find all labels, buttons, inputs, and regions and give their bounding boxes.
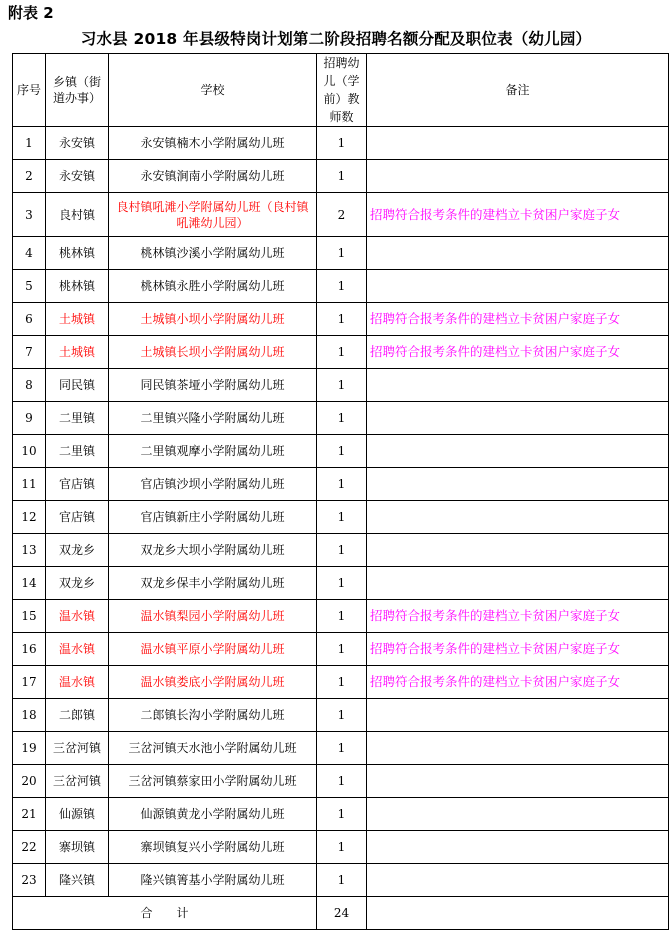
cell-no: 19 bbox=[13, 732, 46, 765]
cell-town: 二郎镇 bbox=[46, 699, 109, 732]
cell-no: 6 bbox=[13, 303, 46, 336]
table-row bbox=[13, 666, 669, 699]
cell-remark bbox=[367, 534, 669, 567]
cell-no: 12 bbox=[13, 501, 46, 534]
cell-count: 1 bbox=[317, 831, 367, 864]
cell-remark: 招聘符合报考条件的建档立卡贫困户家庭子女 bbox=[367, 193, 669, 237]
table-row bbox=[13, 369, 669, 402]
cell-remark: 招聘符合报考条件的建档立卡贫困户家庭子女 bbox=[367, 303, 669, 336]
header-count-text: 招聘幼儿（学前）教师数 bbox=[323, 56, 360, 124]
cell-school: 同民镇茶垭小学附属幼儿班 bbox=[109, 369, 317, 402]
cell-remark: 招聘符合报考条件的建档立卡贫困户家庭子女 bbox=[367, 666, 669, 699]
table-row bbox=[13, 127, 669, 160]
cell-town: 温水镇 bbox=[46, 666, 109, 699]
cell-town: 隆兴镇 bbox=[46, 864, 109, 897]
cell-count: 1 bbox=[317, 732, 367, 765]
cell-town: 三岔河镇 bbox=[46, 732, 109, 765]
cell-town: 温水镇 bbox=[46, 633, 109, 666]
appendix-label: 附表 2 bbox=[8, 4, 54, 22]
cell-count: 1 bbox=[317, 666, 367, 699]
cell-town: 官店镇 bbox=[46, 501, 109, 534]
table-row bbox=[13, 237, 669, 270]
cell-remark bbox=[367, 501, 669, 534]
table-row bbox=[13, 831, 669, 864]
cell-no: 7 bbox=[13, 336, 46, 369]
table-row bbox=[13, 468, 669, 501]
cell-remark bbox=[367, 468, 669, 501]
table-row bbox=[13, 798, 669, 831]
cell-count: 1 bbox=[317, 567, 367, 600]
cell-remark bbox=[367, 765, 669, 798]
cell-count: 1 bbox=[317, 402, 367, 435]
cell-no: 15 bbox=[13, 600, 46, 633]
table-row bbox=[13, 501, 669, 534]
cell-count: 1 bbox=[317, 270, 367, 303]
table-row bbox=[13, 534, 669, 567]
cell-count: 1 bbox=[317, 765, 367, 798]
total-row bbox=[13, 897, 669, 930]
total-label: 合 计 bbox=[13, 897, 317, 930]
cell-town: 寨坝镇 bbox=[46, 831, 109, 864]
header-town bbox=[46, 54, 109, 127]
cell-school: 桃林镇沙溪小学附属幼儿班 bbox=[109, 237, 317, 270]
cell-town: 仙源镇 bbox=[46, 798, 109, 831]
cell-no: 22 bbox=[13, 831, 46, 864]
cell-count: 1 bbox=[317, 336, 367, 369]
table-row bbox=[13, 402, 669, 435]
cell-school: 官店镇新庄小学附属幼儿班 bbox=[109, 501, 317, 534]
cell-school: 永安镇楠木小学附属幼儿班 bbox=[109, 127, 317, 160]
cell-count: 1 bbox=[317, 798, 367, 831]
cell-count: 1 bbox=[317, 468, 367, 501]
total-count: 24 bbox=[317, 897, 367, 930]
cell-no: 21 bbox=[13, 798, 46, 831]
header-count bbox=[317, 54, 367, 127]
cell-town: 土城镇 bbox=[46, 336, 109, 369]
cell-town: 同民镇 bbox=[46, 369, 109, 402]
cell-school: 官店镇沙坝小学附属幼儿班 bbox=[109, 468, 317, 501]
cell-school: 寨坝镇复兴小学附属幼儿班 bbox=[109, 831, 317, 864]
table-row bbox=[13, 270, 669, 303]
cell-town: 桃林镇 bbox=[46, 237, 109, 270]
cell-school: 温水镇梨园小学附属幼儿班 bbox=[109, 600, 317, 633]
cell-no: 20 bbox=[13, 765, 46, 798]
cell-town: 桃林镇 bbox=[46, 270, 109, 303]
table-row bbox=[13, 600, 669, 633]
cell-no: 23 bbox=[13, 864, 46, 897]
table-row bbox=[13, 864, 669, 897]
table-row bbox=[13, 633, 669, 666]
cell-count: 1 bbox=[317, 160, 367, 193]
cell-school: 仙源镇黄龙小学附属幼儿班 bbox=[109, 798, 317, 831]
cell-school: 二里镇观摩小学附属幼儿班 bbox=[109, 435, 317, 468]
cell-town: 双龙乡 bbox=[46, 534, 109, 567]
cell-no: 10 bbox=[13, 435, 46, 468]
header-town-text: 乡镇（街道办事） bbox=[52, 75, 101, 105]
table-row bbox=[13, 699, 669, 732]
cell-count: 1 bbox=[317, 303, 367, 336]
cell-remark bbox=[367, 435, 669, 468]
page-title: 习水县 2018 年县级特岗计划第二阶段招聘名额分配及职位表（幼儿园） bbox=[80, 30, 592, 48]
cell-school: 三岔河镇蔡家田小学附属幼儿班 bbox=[109, 765, 317, 798]
cell-no: 1 bbox=[13, 127, 46, 160]
cell-remark bbox=[367, 699, 669, 732]
cell-town: 二里镇 bbox=[46, 402, 109, 435]
cell-no: 8 bbox=[13, 369, 46, 402]
table-row bbox=[13, 160, 669, 193]
table-row bbox=[13, 567, 669, 600]
table-row bbox=[13, 193, 669, 237]
cell-remark bbox=[367, 567, 669, 600]
cell-count: 1 bbox=[317, 501, 367, 534]
cell-school: 双龙乡保丰小学附属幼儿班 bbox=[109, 567, 317, 600]
cell-remark bbox=[367, 831, 669, 864]
cell-school: 二郎镇长沟小学附属幼儿班 bbox=[109, 699, 317, 732]
cell-school: 温水镇娄底小学附属幼儿班 bbox=[109, 666, 317, 699]
cell-school: 永安镇涧南小学附属幼儿班 bbox=[109, 160, 317, 193]
cell-no: 14 bbox=[13, 567, 46, 600]
cell-town: 官店镇 bbox=[46, 468, 109, 501]
header-remark: 备注 bbox=[367, 54, 669, 127]
cell-count: 1 bbox=[317, 534, 367, 567]
cell-town: 双龙乡 bbox=[46, 567, 109, 600]
cell-remark bbox=[367, 402, 669, 435]
cell-remark bbox=[367, 369, 669, 402]
table-row bbox=[13, 732, 669, 765]
header-row bbox=[13, 54, 669, 127]
cell-count: 2 bbox=[317, 193, 367, 237]
cell-remark: 招聘符合报考条件的建档立卡贫困户家庭子女 bbox=[367, 633, 669, 666]
cell-count: 1 bbox=[317, 237, 367, 270]
cell-town: 三岔河镇 bbox=[46, 765, 109, 798]
cell-remark bbox=[367, 798, 669, 831]
cell-school: 土城镇小坝小学附属幼儿班 bbox=[109, 303, 317, 336]
cell-remark bbox=[367, 732, 669, 765]
cell-school: 土城镇长坝小学附属幼儿班 bbox=[109, 336, 317, 369]
cell-remark: 招聘符合报考条件的建档立卡贫困户家庭子女 bbox=[367, 336, 669, 369]
cell-count: 1 bbox=[317, 369, 367, 402]
cell-remark bbox=[367, 270, 669, 303]
cell-remark bbox=[367, 864, 669, 897]
table-row bbox=[13, 765, 669, 798]
table-row bbox=[13, 435, 669, 468]
table-row bbox=[13, 336, 669, 369]
header-school: 学校 bbox=[109, 54, 317, 127]
cell-town: 永安镇 bbox=[46, 160, 109, 193]
cell-remark bbox=[367, 237, 669, 270]
cell-no: 2 bbox=[13, 160, 46, 193]
cell-school: 双龙乡大坝小学附属幼儿班 bbox=[109, 534, 317, 567]
cell-school: 良村镇吼滩小学附属幼儿班（良村镇吼滩幼儿园） bbox=[109, 193, 317, 237]
cell-no: 13 bbox=[13, 534, 46, 567]
cell-town: 永安镇 bbox=[46, 127, 109, 160]
table-row bbox=[13, 303, 669, 336]
cell-school: 二里镇兴隆小学附属幼儿班 bbox=[109, 402, 317, 435]
cell-count: 1 bbox=[317, 699, 367, 732]
total-remark bbox=[367, 897, 669, 930]
cell-town: 土城镇 bbox=[46, 303, 109, 336]
cell-remark bbox=[367, 160, 669, 193]
cell-no: 17 bbox=[13, 666, 46, 699]
cell-count: 1 bbox=[317, 864, 367, 897]
cell-count: 1 bbox=[317, 127, 367, 160]
cell-town: 良村镇 bbox=[46, 193, 109, 237]
cell-count: 1 bbox=[317, 435, 367, 468]
cell-town: 温水镇 bbox=[46, 600, 109, 633]
cell-no: 5 bbox=[13, 270, 46, 303]
cell-school: 隆兴镇箐基小学附属幼儿班 bbox=[109, 864, 317, 897]
cell-no: 3 bbox=[13, 193, 46, 237]
cell-no: 11 bbox=[13, 468, 46, 501]
allocation-table bbox=[12, 53, 669, 930]
cell-no: 9 bbox=[13, 402, 46, 435]
cell-count: 1 bbox=[317, 633, 367, 666]
cell-count: 1 bbox=[317, 600, 367, 633]
cell-no: 16 bbox=[13, 633, 46, 666]
cell-remark bbox=[367, 127, 669, 160]
cell-school: 三岔河镇天水池小学附属幼儿班 bbox=[109, 732, 317, 765]
cell-school: 温水镇平原小学附属幼儿班 bbox=[109, 633, 317, 666]
cell-school: 桃林镇永胜小学附属幼儿班 bbox=[109, 270, 317, 303]
cell-no: 18 bbox=[13, 699, 46, 732]
cell-town: 二里镇 bbox=[46, 435, 109, 468]
cell-remark: 招聘符合报考条件的建档立卡贫困户家庭子女 bbox=[367, 600, 669, 633]
cell-no: 4 bbox=[13, 237, 46, 270]
header-no: 序号 bbox=[13, 54, 46, 127]
